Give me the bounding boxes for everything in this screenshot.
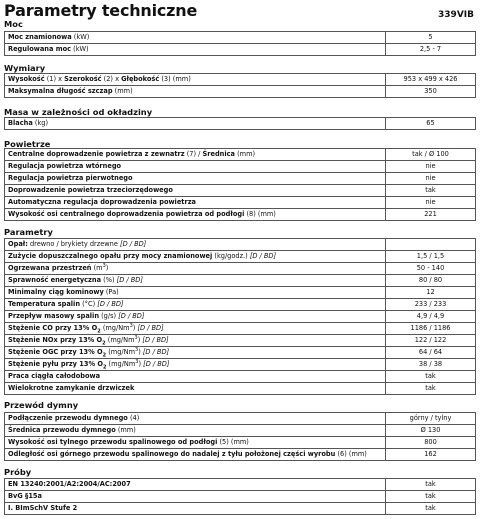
label-segment: Odległość osi górnego przewodu spalinowego do nadalej z tyłu położonej części wyrobu [8, 450, 336, 458]
table-row [5, 437, 476, 449]
param-value: tak [386, 491, 476, 503]
param-label [5, 173, 386, 185]
param-value: 5 [386, 32, 476, 44]
label-segment: BvG §15a [8, 492, 42, 500]
label-segment: 3 [102, 262, 106, 269]
param-value: 1186 / 1186 [386, 323, 476, 335]
param-label [5, 74, 386, 86]
param-label [5, 359, 386, 371]
table-row [5, 287, 476, 299]
label-segment: Doprowadzenie powietrza trzeciorzędowego [8, 186, 173, 194]
section-heading: Powietrze [4, 139, 51, 149]
table-row [5, 263, 476, 275]
param-label [5, 491, 386, 503]
table-row [5, 299, 476, 311]
table-row [5, 118, 476, 130]
table-row [5, 491, 476, 503]
param-label [5, 413, 386, 425]
param-value: górny / tylny [386, 413, 476, 425]
spec-table [4, 73, 476, 98]
table-row [5, 383, 476, 395]
section-heading: Przewód dymny [4, 400, 79, 410]
table-row [5, 275, 476, 287]
label-segment: (mm) [115, 426, 136, 434]
param-value: 221 [386, 209, 476, 221]
label-segment: Średnica [202, 150, 235, 158]
param-value: 953 x 499 x 426 [386, 74, 476, 86]
spec-table [4, 478, 476, 515]
label-segment: (Pa) [103, 288, 119, 296]
label-segment: Regulacja powietrza wtórnego [8, 162, 122, 170]
label-segment: [D / BD] [142, 348, 170, 356]
label-segment: Sprawność energetyczna [8, 276, 102, 284]
param-value: nie [386, 161, 476, 173]
table-row [5, 503, 476, 515]
label-segment: drewno / brykiety drzewne [27, 240, 121, 248]
label-segment: Ogrzewana przestrzeń [8, 264, 92, 272]
label-segment: (1) x [44, 75, 65, 83]
label-segment: (kg) [32, 119, 49, 127]
label-segment: 2 [102, 352, 107, 359]
table-row [5, 413, 476, 425]
param-label [5, 383, 386, 395]
label-segment: [D / BD] [116, 276, 143, 284]
param-value: 80 / 80 [386, 275, 476, 287]
label-segment: ) [132, 324, 138, 332]
label-segment: Przepływ masowy spalin [8, 312, 100, 320]
label-segment: Blacha [8, 119, 33, 127]
table-row [5, 185, 476, 197]
param-label [5, 86, 386, 98]
label-segment: Stężenie CO przy 13% O [8, 324, 98, 332]
param-value: 2,5 - 7 [386, 44, 476, 56]
table-row [5, 74, 476, 86]
label-segment: Regulowana moc [8, 45, 72, 53]
label-segment: (3) (mm) [159, 75, 191, 83]
param-value: 65 [386, 118, 476, 130]
label-segment: Stężenie pyłu przy 13% O [8, 360, 103, 368]
label-segment: [D / BD] [142, 336, 169, 344]
label-segment: [D / BD] [97, 300, 124, 308]
label-segment: (mg/Nm [106, 360, 136, 368]
spec-table [4, 117, 476, 130]
table-row [5, 323, 476, 335]
label-segment: (mg/Nm [106, 348, 135, 356]
label-segment: [D / BD] [120, 240, 147, 248]
label-segment: Automatyczna regulacja doprowadzenia powietrza [8, 198, 196, 206]
label-segment: [D / BD] [137, 324, 164, 332]
spec-table [4, 238, 476, 395]
label-segment: [D / BD] [143, 360, 170, 368]
label-segment: (kW) [71, 33, 90, 41]
param-value: 38 / 38 [386, 359, 476, 371]
label-segment: Moc znamionowa [8, 33, 72, 41]
param-value: 4,9 / 4,9 [386, 311, 476, 323]
label-segment: Głębokość [121, 75, 160, 83]
label-segment: (kW) [71, 45, 89, 53]
param-label [5, 185, 386, 197]
spec-table [4, 148, 476, 221]
param-value: 800 [386, 437, 476, 449]
label-segment: ) [105, 264, 109, 272]
table-row [5, 161, 476, 173]
label-segment: Praca ciągła całodobowa [8, 372, 101, 380]
param-label [5, 275, 386, 287]
table-row [5, 239, 476, 251]
table-row [5, 86, 476, 98]
table-row [5, 149, 476, 161]
label-segment: 3 [135, 358, 139, 365]
param-label [5, 437, 386, 449]
param-label [5, 425, 386, 437]
param-value: 122 / 122 [386, 335, 476, 347]
param-label [5, 311, 386, 323]
label-segment: ) [138, 348, 143, 356]
param-label [5, 299, 386, 311]
label-segment: (mm) [234, 150, 256, 158]
label-segment: (g/s) [99, 312, 119, 320]
param-label [5, 479, 386, 491]
label-segment: Średnica przewodu dymnego [8, 426, 116, 434]
label-segment: ) [137, 336, 143, 344]
label-segment: Wysokość [8, 75, 45, 83]
spec-table [4, 412, 476, 461]
table-row [5, 449, 476, 461]
label-segment: (kg/godz.) [212, 252, 250, 260]
table-row [5, 32, 476, 44]
label-segment: (mg/Nm [100, 324, 130, 332]
param-value: Ø 130 [386, 425, 476, 437]
param-value: nie [386, 173, 476, 185]
label-segment: [D / BD] [118, 312, 145, 320]
label-segment: Wysokość osi tylnego przewodu spalinowego od podłogi [8, 438, 218, 446]
table-row [5, 425, 476, 437]
table-row [5, 347, 476, 359]
label-segment: 2 [102, 340, 106, 347]
label-segment: (5) (mm) [217, 438, 249, 446]
label-segment: 2 [97, 328, 101, 335]
param-value: tak [386, 185, 476, 197]
table-row [5, 251, 476, 263]
label-segment: (°C) [80, 300, 98, 308]
label-segment: Podłączenie przewodu dymnego [8, 414, 128, 422]
param-label [5, 371, 386, 383]
label-segment: (6) (mm) [335, 450, 367, 458]
param-label [5, 335, 386, 347]
param-value: 162 [386, 449, 476, 461]
param-value: 1,5 / 1,5 [386, 251, 476, 263]
param-value: tak [386, 383, 476, 395]
label-segment: Szerokość [64, 75, 102, 83]
section-heading: Próby [4, 467, 32, 477]
param-label [5, 197, 386, 209]
param-value: tak [386, 503, 476, 515]
table-row [5, 335, 476, 347]
label-segment: Stężenie NOx przy 13% O [8, 336, 103, 344]
table-row [5, 197, 476, 209]
label-segment: 2 [102, 364, 107, 371]
param-label [5, 449, 386, 461]
label-segment: (7) / [184, 150, 203, 158]
label-segment: EN 13240:2001/A2:2004/AC:2007 [8, 480, 131, 488]
table-row [5, 311, 476, 323]
param-label [5, 161, 386, 173]
label-segment: 3 [129, 322, 133, 329]
param-label [5, 118, 386, 130]
section-heading: Parametry [4, 227, 53, 237]
section-heading: Masa w zależności od okładziny [4, 107, 153, 117]
table-row [5, 209, 476, 221]
table-row [5, 479, 476, 491]
param-value: tak [386, 479, 476, 491]
param-value: 233 / 233 [386, 299, 476, 311]
label-segment: Centralne doprowadzenie powietrza z zewnatrz [8, 150, 185, 158]
param-value: tak [386, 371, 476, 383]
label-segment: Wielokrotne zamykanie drzwiczek [8, 384, 135, 392]
label-segment: (m [91, 264, 103, 272]
param-label [5, 251, 386, 263]
spec-table [4, 31, 476, 56]
param-label [5, 323, 386, 335]
model-code: 339VIB [438, 10, 474, 20]
label-segment: Regulacja powietrza pierwotnego [8, 174, 133, 182]
section-heading: Moc [4, 19, 23, 29]
param-value: 64 / 64 [386, 347, 476, 359]
table-row [5, 359, 476, 371]
param-label [5, 32, 386, 44]
label-segment: (4) [127, 414, 140, 422]
label-segment: (mm) [112, 87, 133, 95]
label-segment: 3 [134, 334, 138, 341]
section-heading: Wymiary [4, 63, 46, 73]
table-row [5, 173, 476, 185]
param-value: tak / Ø 100 [386, 149, 476, 161]
label-segment: Maksymalna długość szczap [8, 87, 113, 95]
param-label [5, 287, 386, 299]
label-segment: Wysokość osi centralnego doprowadzenia powietrza od podłogi [8, 210, 245, 218]
param-label [5, 239, 386, 251]
param-label [5, 263, 386, 275]
table-row [5, 371, 476, 383]
param-label [5, 149, 386, 161]
param-value [386, 239, 476, 251]
label-segment: (2) x [101, 75, 122, 83]
label-segment: ) [138, 360, 144, 368]
label-segment: Minimalny ciąg kominowy [8, 288, 104, 296]
label-segment: Opał: [8, 240, 28, 248]
param-label [5, 347, 386, 359]
table-row [5, 44, 476, 56]
page-title: Parametry techniczne [4, 1, 198, 20]
param-label [5, 503, 386, 515]
label-segment: Stężenie OGC przy 13% O [8, 348, 103, 356]
param-value: 12 [386, 287, 476, 299]
label-segment: (8) (mm) [244, 210, 276, 218]
label-segment: [D / BD] [249, 252, 277, 260]
param-label [5, 209, 386, 221]
label-segment: 3 [135, 346, 139, 353]
label-segment: I. BImSchV Stufe 2 [8, 504, 78, 512]
param-value: 350 [386, 86, 476, 98]
label-segment: (mg/Nm [105, 336, 135, 344]
label-segment: (%) [101, 276, 117, 284]
label-segment: Temperatura spalin [8, 300, 81, 308]
label-segment: Zużycie dopuszczalnego opału przy mocy znamionowej [8, 252, 213, 260]
param-value: 50 - 140 [386, 263, 476, 275]
param-value: nie [386, 197, 476, 209]
param-label [5, 44, 386, 56]
